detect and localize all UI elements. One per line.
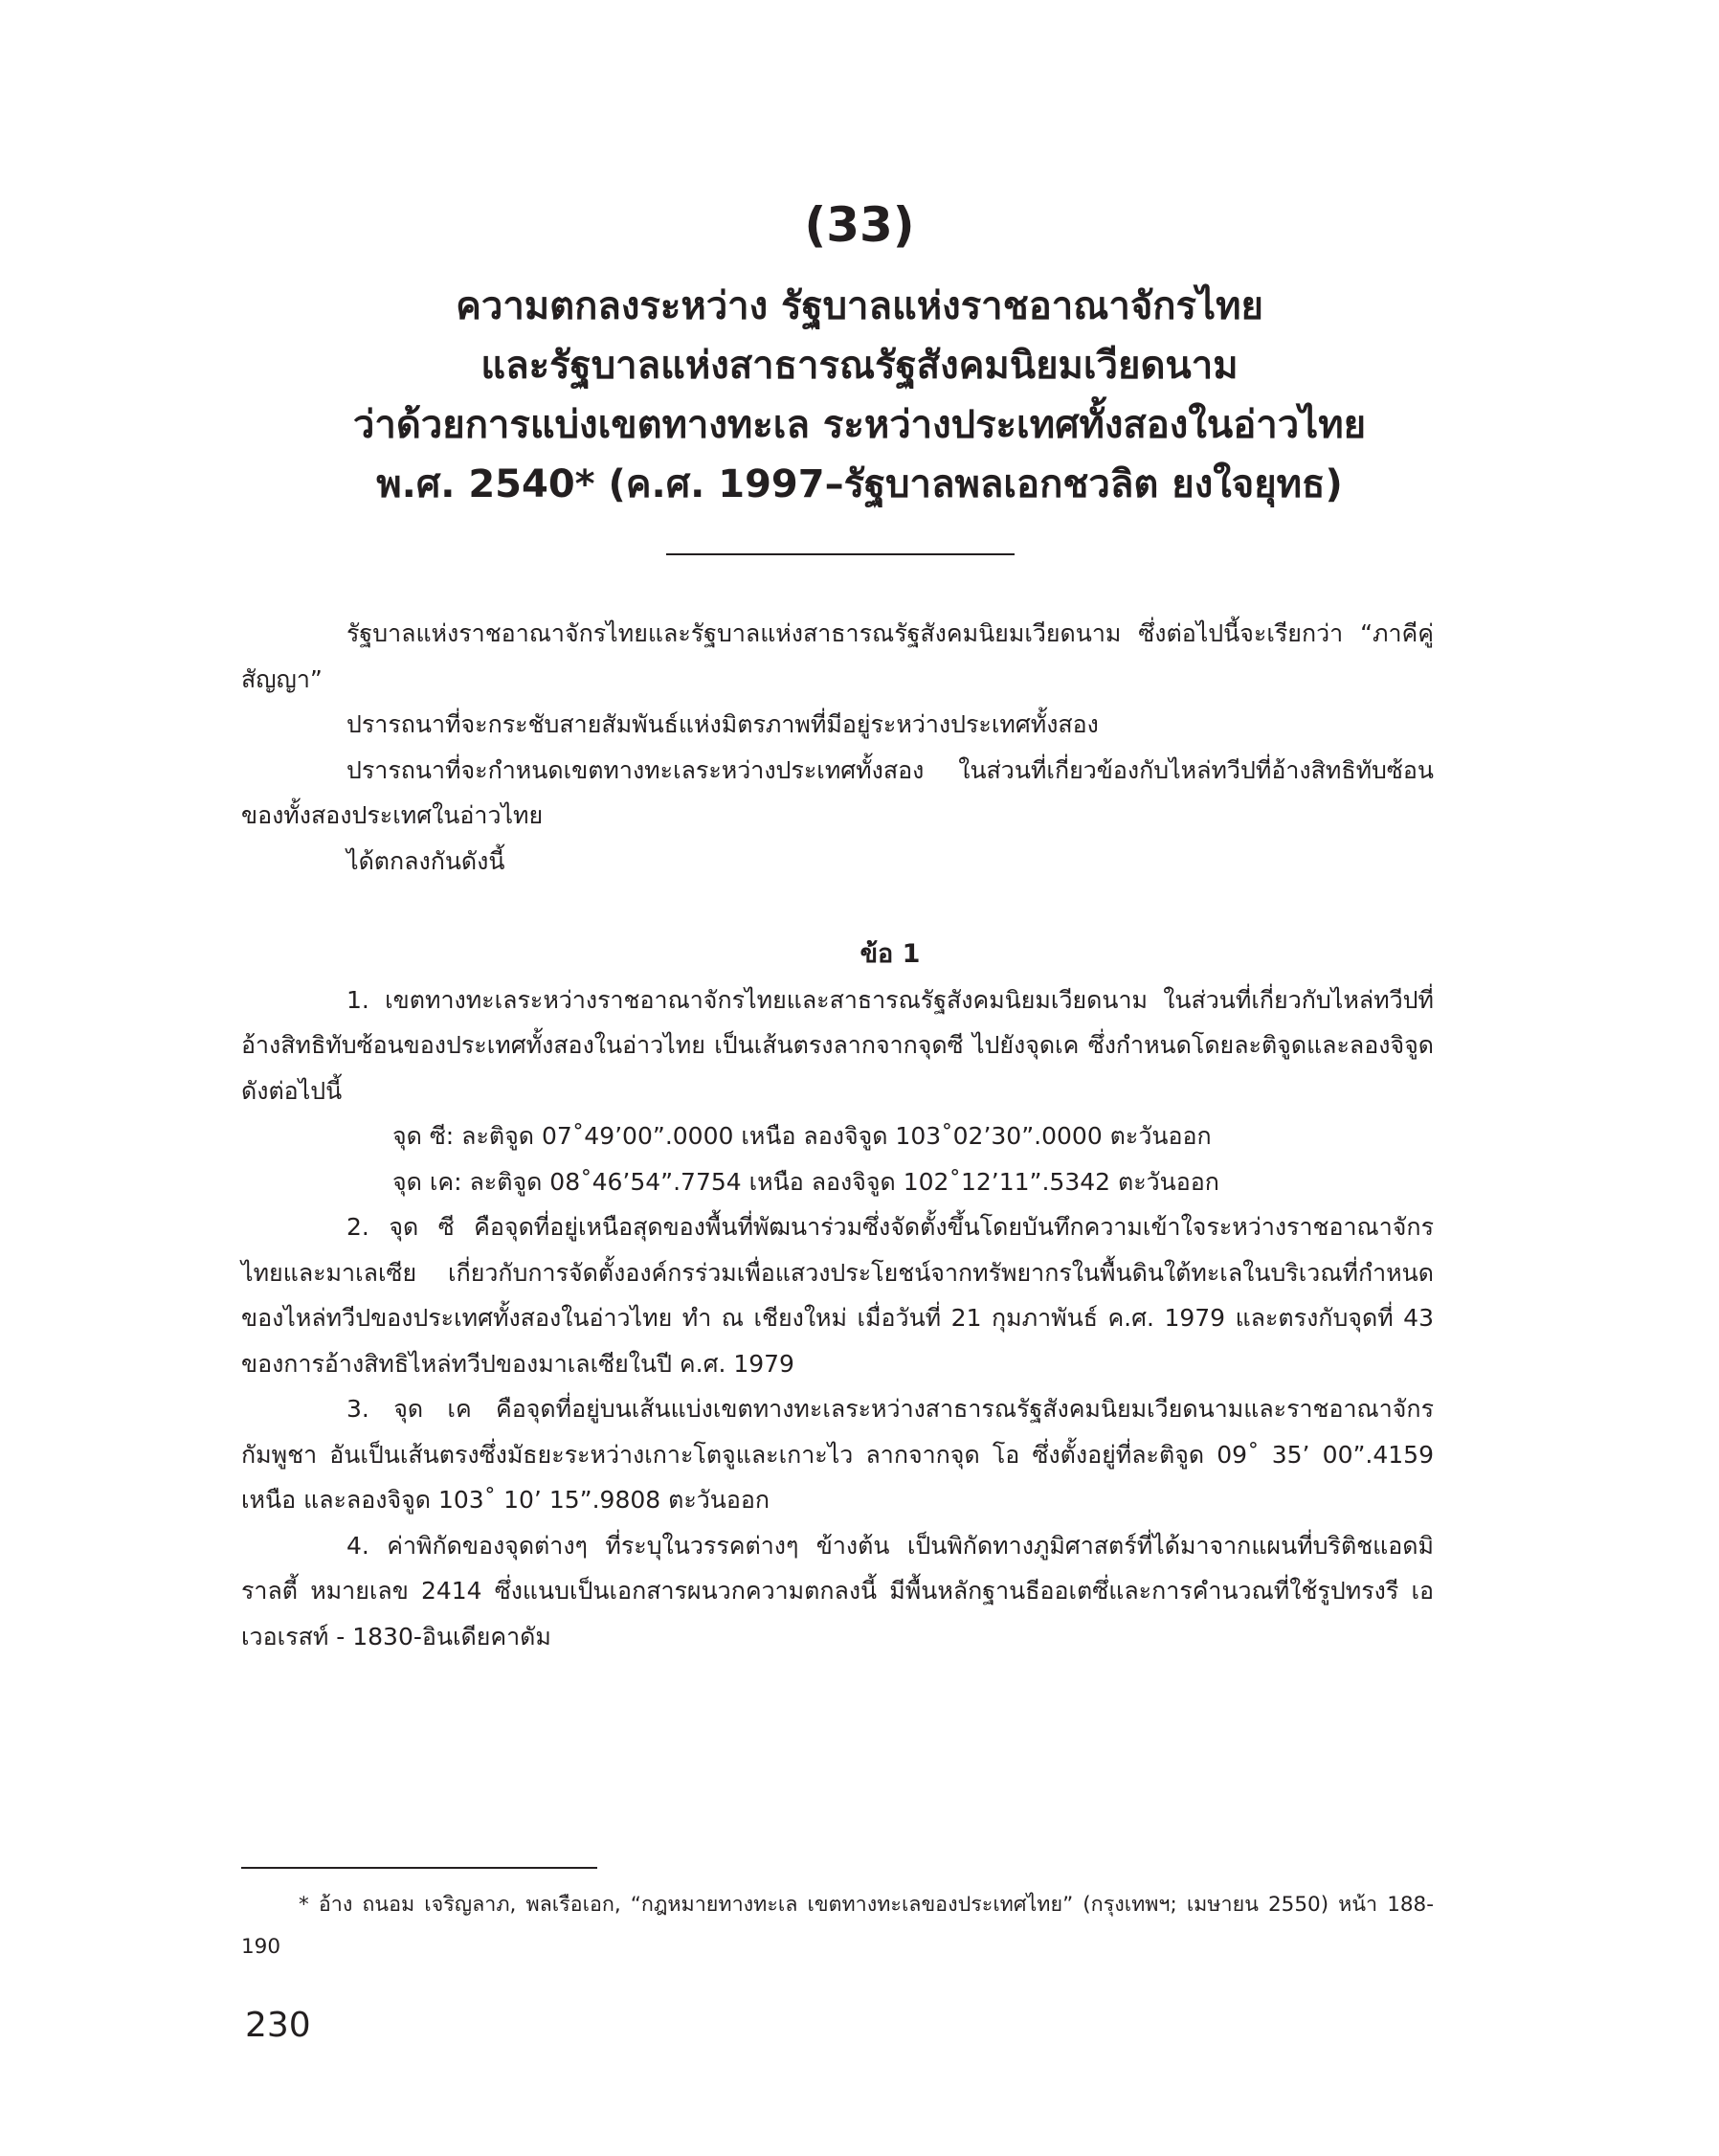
preamble-paragraph-2: ปรารถนาที่จะกระชับสายสัมพันธ์แห่งมิตรภาพที่มีอยู่ระหว่างประเทศทั้งสอง [346,710,1099,738]
title-divider [666,553,1015,555]
article-paragraph-1: 1. เขตทางทะเลระหว่างราชอาณาจักรไทยและสาธารณรัฐสังคมนิยมเวียดนาม ในส่วนที่เกี่ยวกับไหล่ทวีปที่อ้างสิทธิทับซ้อนของประเทศทั้งสองในอ่าวไทย เป็นเส้นตรงลากจากจุดซี ไปยังจุดเค ซึ่งกำหนดโดยละติจูดและลองจิจูดดังต่อไปนี้ [241,985,1434,1105]
preamble-paragraph-3: ปรารถนาที่จะกำหนดเขตทางทะเลระหว่างประเทศทั้งสอง ในส่วนที่เกี่ยวข้องกับไหล่ทวีปที่อ้างสิทธิทับซ้อนของทั้งสองประเทศในอ่าวไทย [241,755,1434,829]
footnote [241,1884,1434,1968]
article-paragraph-2: 2. จุด ซี คือจุดที่อยู่เหนือสุดของพื้นที่พัฒนาร่วมซึ่งจัดตั้งขึ้นโดยบันทึกความเข้าใจระหว่างราชอาณาจักรไทยและมาเลเซีย เกี่ยวกับการจัดตั้งองค์กรร่วมเพื่อแสวงประโยชน์จากทรัพยากรในพื้นดินใต้ทะเลในบริเวณที่กำหนดของไหล่ทวีปของประเทศทั้งสองในอ่าวไทย ทำ ณ เชียงใหม่ เมื่อวันที่ 21 กุมภาพันธ์ ค.ศ. 1979 และตรงกับจุดที่ 43 ของการอ้างสิทธิไหล่ทวีปของมาเลเซียในปี ค.ศ. 1979 [241,1213,1434,1378]
title-line-3: ว่าด้วยการแบ่งเขตทางทะเล ระหว่างประเทศทั้งสองในอ่าวไทย [352,403,1367,447]
title-line-4: พ.ศ. 2540* (ค.ศ. 1997–รัฐบาลพลเอกชวลิต ยงใจยุทธ) [376,462,1343,506]
title-line-1: ความตกลงระหว่าง รัฐบาลแห่งราชอาณาจักรไทย [456,284,1263,328]
article-heading: ข้อ 1 [860,939,921,969]
title-line-2: และรัฐบาลแห่งสาธารณรัฐสังคมนิยมเวียดนาม [480,344,1239,388]
title-number: (33) [804,197,915,253]
preamble-paragraph-1: รัฐบาลแห่งราชอาณาจักรไทยและรัฐบาลแห่งสาธารณรัฐสังคมนิยมเวียดนาม ซึ่งต่อไปนี้จะเรียกว่า “ภาคีคู่สัญญา” [241,619,1434,693]
section-spacer [241,884,1434,932]
footnote-text: * อ้าง ถนอม เจริญลาภ, พลเรือเอก, “กฎหมายทางทะเล เขตทางทะเลของประเทศไทย” (กรุงเทพฯ; เมษายน 2550) หน้า 188-190 [241,1893,1434,1959]
coordinate-point-k: จุด เค: ละติจูด 08˚46’54”.7754 เหนือ ลองจิจูด 102˚12’11”.5342 ตะวันออก [392,1167,1219,1196]
document-body [241,611,1434,1659]
article-paragraph-3: 3. จุด เค คือจุดที่อยู่บนเส้นแบ่งเขตทางทะเลระหว่างสาธารณรัฐสังคมนิยมเวียดนามและราชอาณาจักรกัมพูชา อันเป็นเส้นตรงซึ่งมัธยะระหว่างเกาะโตจูและเกาะไว ลากจากจุด โอ ซึ่งตั้งอยู่ที่ละติจูด 09˚ 35’ 00”.4159 เหนือ และลองจิจูด 103˚ 10’ 15”.9808 ตะวันออก [241,1395,1434,1514]
article-paragraph-4: 4. ค่าพิกัดของจุดต่างๆ ที่ระบุในวรรคต่างๆ ข้างต้น เป็นพิกัดทางภูมิศาสตร์ที่ได้มาจากแผนที่บริติชแอดมิราลตี้ หมายเลข 2414 ซึ่งแนบเป็นเอกสารผนวกความตกลงนี้ มีพื้นหลักฐานธีออเตซึ่และการคำนวณที่ใช้รูปทรงรี เอเวอเรสท์ - 1830-อินเดียคาดัม [241,1531,1434,1651]
page-number: 230 [245,2006,311,2045]
footnote-divider [241,1867,597,1869]
coordinate-point-c: จุด ซี: ละติจูด 07˚49’00”.0000 เหนือ ลองจิจูด 103˚02’30”.0000 ตะวันออก [392,1122,1212,1150]
document-title [220,199,1499,514]
preamble-paragraph-4: ได้ตกลงกันดังนี้ [346,846,505,875]
